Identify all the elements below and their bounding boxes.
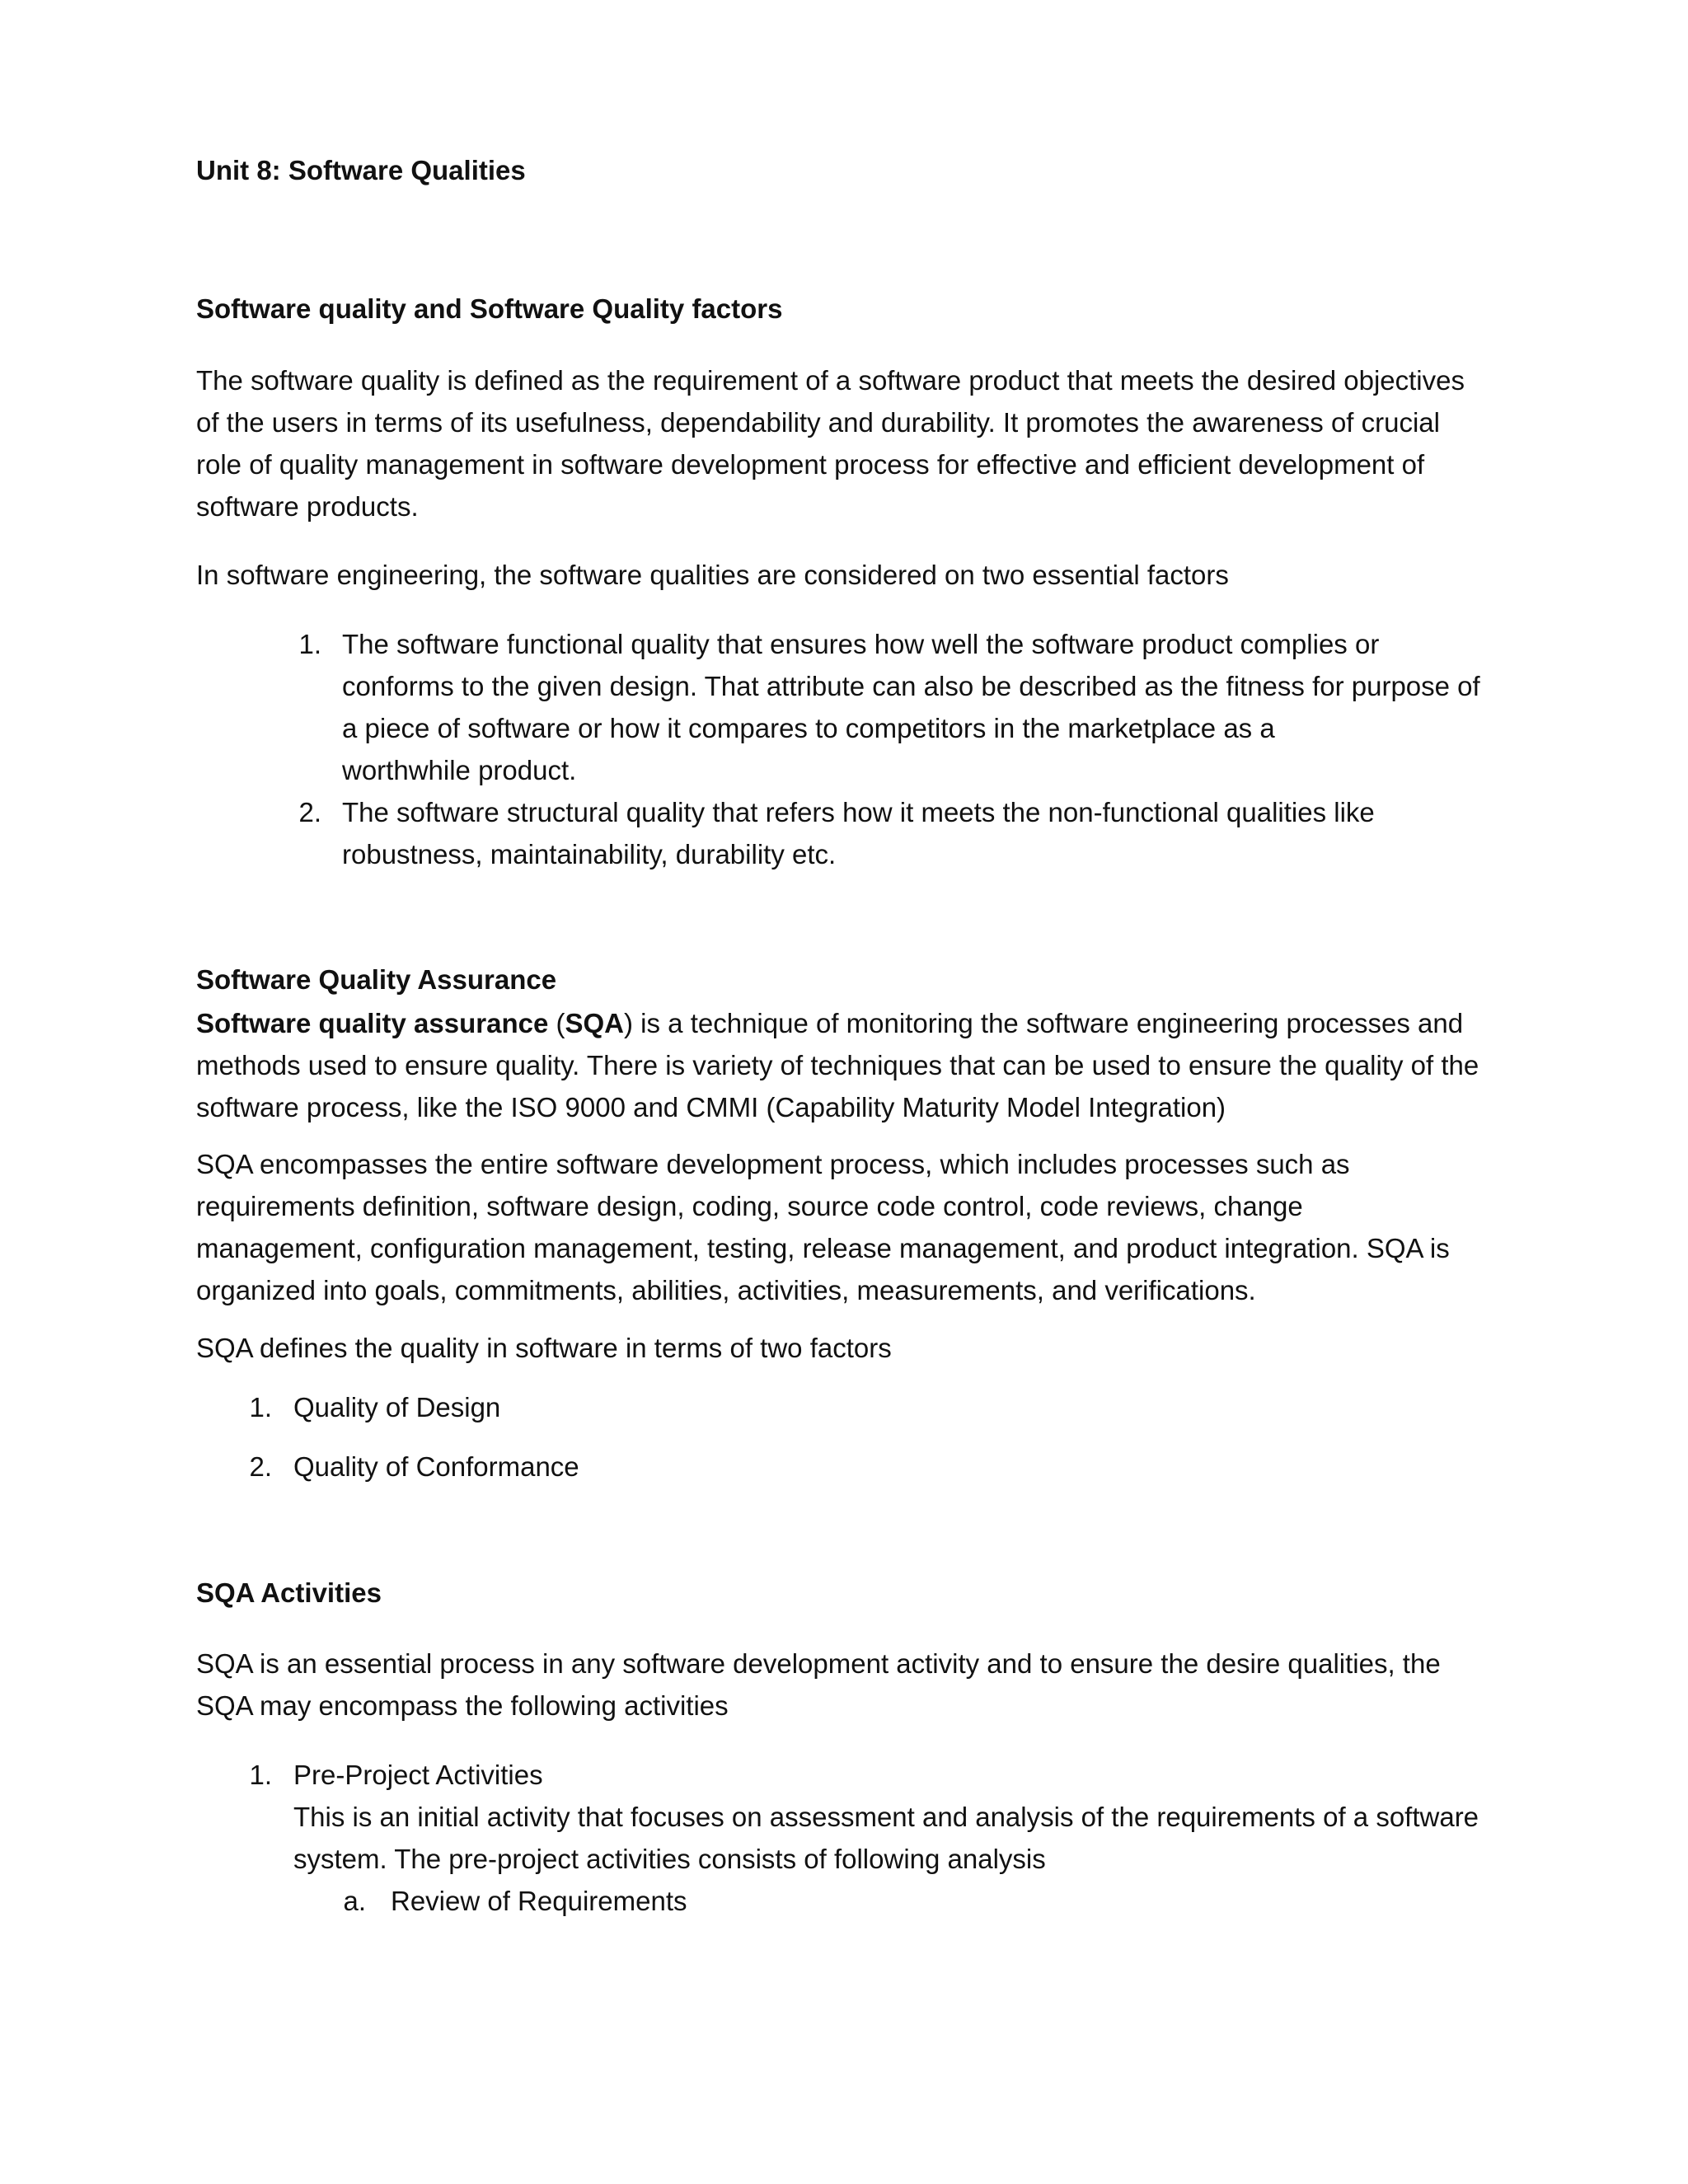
sqa-abbrev: SQA: [565, 1008, 625, 1038]
paragraph-rest: ) is a technique of monitoring the software engineering processes and: [624, 1008, 1464, 1038]
sqa-term: Software quality assurance: [196, 1008, 549, 1038]
list-item-line: This is an initial activity that focuses on assessment and analysis of the requirements of a software: [293, 1802, 1479, 1832]
paragraph-line: SQA defines the quality in software in terms of two factors: [196, 1333, 892, 1363]
paragraph-line: In software engineering, the software qualities are considered on two essential factors: [196, 560, 1229, 590]
section-heading-sqa: Software Quality Assurance: [196, 964, 557, 995]
list-number: 1.: [249, 1760, 272, 1790]
list-number: 2.: [249, 1451, 272, 1482]
list-item-line: The software structural quality that refers how it meets the non-functional qualities like: [342, 797, 1375, 827]
paragraph-line: SQA may encompass the following activities: [196, 1690, 729, 1721]
paragraph-line: software process, like the ISO 9000 and CMMI (Capability Maturity Model Integration): [196, 1092, 1226, 1122]
list-item: Quality of Design: [293, 1392, 501, 1422]
list-item-line: The software functional quality that ensures how well the software product complies or: [342, 629, 1380, 659]
section-heading-sqa-activities: SQA Activities: [196, 1577, 382, 1608]
paragraph-line-first: [196, 1002, 1463, 1044]
paragraph-line: SQA is an essential process in any software development activity and to ensure the desire qualities, the: [196, 1648, 1441, 1679]
list-item-line: conforms to the given design. That attribute can also be described as the fitness for purpose of: [342, 671, 1480, 701]
list-item: Quality of Conformance: [293, 1451, 579, 1482]
document-title: Unit 8: Software Qualities: [196, 155, 526, 185]
list-number: 1.: [298, 629, 321, 659]
list-number: 1.: [249, 1392, 272, 1422]
paragraph-line: software products.: [196, 491, 419, 522]
paren-open: (: [548, 1008, 565, 1038]
list-item-line: a piece of software or how it compares to competitors in the marketplace as a: [342, 713, 1275, 743]
paragraph-line: management, configuration management, testing, release management, and product integration. SQA is: [196, 1233, 1450, 1263]
list-item-line: robustness, maintainability, durability etc.: [342, 839, 837, 869]
sub-list-letter: a.: [343, 1886, 366, 1916]
list-item-line: worthwhile product.: [342, 755, 577, 785]
section-heading-quality-factors: Software quality and Software Quality factors: [196, 293, 783, 324]
list-item-title: Pre-Project Activities: [293, 1760, 543, 1790]
paragraph-line: SQA encompasses the entire software development process, which includes processes such as: [196, 1149, 1350, 1179]
paragraph-line: role of quality management in software development process for effective and efficient development of: [196, 449, 1425, 480]
paragraph-line: methods used to ensure quality. There is variety of techniques that can be used to ensure the quality of the: [196, 1050, 1479, 1080]
paragraph-line: of the users in terms of its usefulness, dependability and durability. It promotes the awareness of crucial: [196, 407, 1440, 438]
paragraph-line: The software quality is defined as the requirement of a software product that meets the desired objectives: [196, 365, 1465, 396]
list-number: 2.: [298, 797, 321, 827]
sub-list-item: Review of Requirements: [391, 1886, 687, 1916]
paragraph-line: organized into goals, commitments, abilities, activities, measurements, and verifications.: [196, 1275, 1256, 1305]
paragraph-line: requirements definition, software design, coding, source code control, code reviews, change: [196, 1191, 1303, 1221]
list-item-line: system. The pre-project activities consists of following analysis: [293, 1844, 1046, 1874]
